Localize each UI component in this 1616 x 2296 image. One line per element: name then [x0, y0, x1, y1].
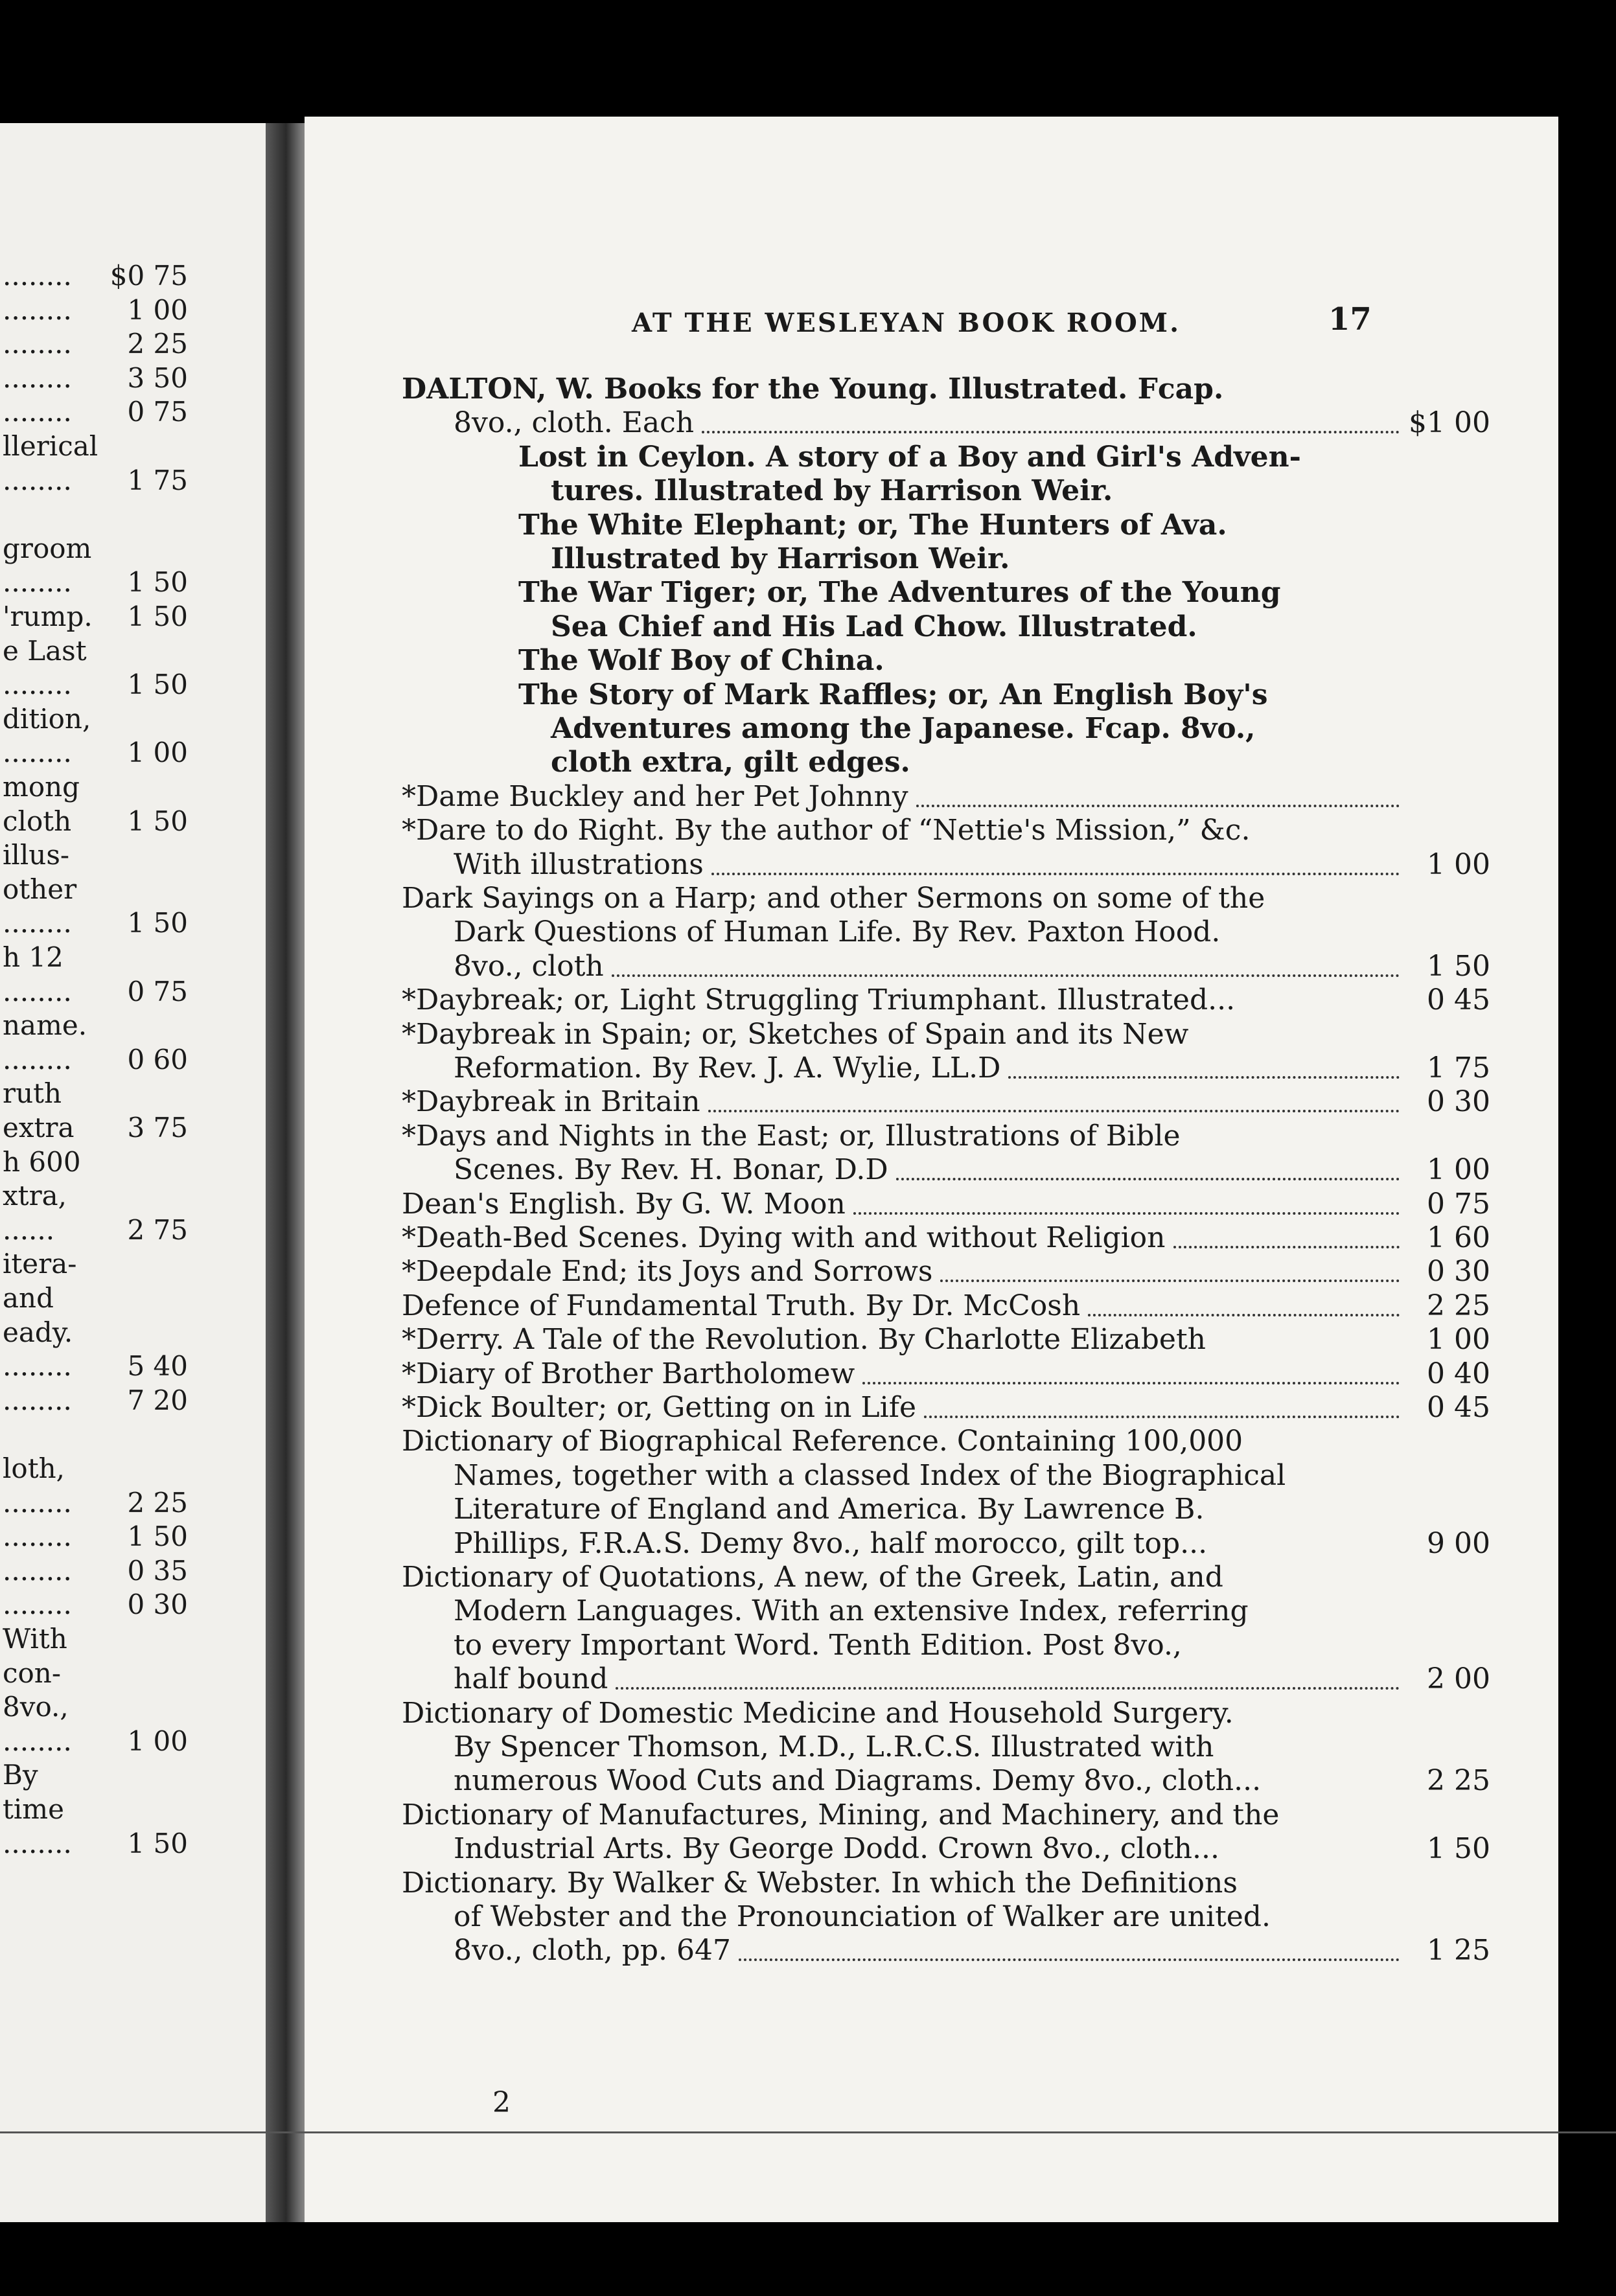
left-page-row [0, 532, 279, 566]
left-row-text: ........ [3, 669, 72, 701]
entry-text: *Days and Nights in the East; or, Illustrations of Bible [402, 1119, 1181, 1153]
left-row-price: $0 75 [110, 260, 188, 292]
left-page-row [0, 430, 279, 463]
left-page-row [0, 327, 279, 361]
left-row-text: name. [3, 1009, 87, 1042]
left-row-price: 1 50 [127, 601, 188, 632]
entry-text: Dictionary of Biographical Reference. Containing 100,000 [402, 1425, 1243, 1458]
left-row-price: 1 50 [127, 805, 188, 837]
previous-page-fragment [0, 123, 279, 2222]
left-row-text: h 12 [3, 941, 63, 973]
entry-text: 8vo., cloth [454, 949, 604, 983]
entry-price: 0 30 [1427, 1085, 1490, 1119]
left-row-text: itera- [3, 1248, 77, 1280]
left-page-row [0, 1043, 279, 1077]
entry-text: With illustrations [454, 847, 704, 881]
entry-text: Dictionary. By Walker & Webster. In which the Definitions [402, 1866, 1238, 1900]
left-row-price: 1 50 [127, 1521, 188, 1553]
catalogue-entry-line [402, 780, 1558, 814]
left-row-price: 0 35 [127, 1554, 188, 1587]
entry-text: cloth extra, gilt edges. [551, 746, 910, 779]
entry-text: *Daybreak in Britain [402, 1085, 700, 1119]
catalogue-entry-line [402, 1561, 1558, 1594]
dot-leader [612, 941, 1400, 977]
catalogue-entry-line [402, 848, 1558, 882]
entry-text: Adventures among the Japanese. Fcap. 8vo., [551, 712, 1256, 745]
catalogue-entry-line [402, 882, 1558, 915]
entry-text: to every Important Word. Tenth Edition. Post 8vo., [454, 1628, 1182, 1662]
left-row-text: eady. [3, 1316, 73, 1348]
entry-text: Illustrated by Harrison Weir. [551, 542, 1010, 575]
entry-price: 0 30 [1427, 1255, 1490, 1289]
entry-text: *Dare to do Right. By the author of “Nettie's Mission,” &c. [402, 814, 1251, 847]
dot-leader [896, 1144, 1400, 1180]
entry-price: 2 25 [1427, 1289, 1490, 1322]
left-row-text: ruth [3, 1077, 62, 1110]
left-row-text: ........ [3, 975, 72, 1007]
entry-text: DALTON, W. Books for the Young. Illustrated. Fcap. [402, 373, 1224, 406]
catalogue-entry-line [402, 441, 1558, 474]
entry-text: *Dame Buckley and her Pet Johnny [402, 779, 908, 813]
left-row-text: 8vo., [3, 1691, 69, 1723]
entry-text: *Deepdale End; its Joys and Sorrows [402, 1255, 933, 1289]
left-row-price: 2 75 [127, 1213, 188, 1246]
left-row-text: loth, [3, 1452, 65, 1484]
left-row-text: llerical [3, 430, 98, 462]
catalogue-entry-line [402, 1866, 1558, 1900]
left-page-row [0, 1452, 279, 1486]
entry-price: 2 25 [1427, 1764, 1490, 1798]
left-row-price: 0 60 [127, 1043, 188, 1075]
entry-text: of Webster and the Pronounciation of Walker are united. [454, 1900, 1271, 1933]
left-page-row [0, 259, 279, 293]
left-page-row [0, 668, 279, 702]
left-row-price: 2 25 [127, 1486, 188, 1519]
catalogue-entry-line [402, 1832, 1558, 1866]
entry-text: Lost in Ceylon. A story of a Boy and Girl's Adven- [518, 440, 1301, 474]
catalogue-entry-line [402, 1493, 1558, 1526]
left-row-text: ........ [3, 1589, 72, 1621]
entry-text: Dark Sayings on a Harp; and other Sermons on some of the [402, 882, 1265, 915]
left-row-price: 7 20 [127, 1384, 188, 1416]
left-page-row [0, 941, 279, 974]
left-page-row [0, 1588, 279, 1622]
left-row-text: illus- [3, 839, 70, 871]
entry-price: 0 45 [1427, 1391, 1490, 1424]
left-page-row [0, 1657, 279, 1690]
left-page-row [0, 600, 279, 634]
left-page-row [0, 1213, 279, 1247]
left-page-row [0, 1316, 279, 1349]
entry-text: numerous Wood Cuts and Diagrams. Demy 8vo., cloth... [454, 1764, 1262, 1798]
left-row-price: 1 00 [127, 293, 188, 326]
left-page-row [0, 1145, 279, 1179]
left-row-price: 2 25 [127, 328, 188, 360]
left-page-row [0, 362, 279, 395]
catalogue-entry-line [402, 1459, 1558, 1493]
left-row-text: ........ [3, 1827, 72, 1859]
left-row-text: ........ [3, 464, 72, 496]
entry-price: 9 00 [1427, 1526, 1490, 1560]
left-row-price: 0 30 [127, 1589, 188, 1621]
catalogue-entry-line [402, 1697, 1558, 1730]
left-page-row [0, 1758, 279, 1792]
dot-leader [711, 839, 1400, 875]
dot-leader [1173, 1212, 1400, 1248]
catalogue-entry-line [402, 712, 1558, 746]
left-page-row [0, 702, 279, 736]
dot-leader [616, 1653, 1400, 1690]
left-page-row [0, 805, 279, 838]
entry-text: Dictionary of Manufactures, Mining, and Machinery, and the [402, 1798, 1280, 1831]
left-row-price: 0 75 [127, 975, 188, 1007]
catalogue-entry-line [402, 509, 1558, 542]
left-row-text: mong [3, 771, 80, 803]
left-row-text: ........ [3, 1521, 72, 1553]
entry-text: Dictionary of Domestic Medicine and Household Surgery. [402, 1696, 1234, 1730]
left-row-text: ........ [3, 737, 72, 769]
entry-text: Literature of England and America. By Lawrence B. [454, 1493, 1205, 1526]
left-page-row [0, 1793, 279, 1826]
entry-price: 1 25 [1427, 1934, 1490, 1968]
entry-price: 1 00 [1427, 1153, 1490, 1187]
left-page-row [0, 498, 279, 531]
catalogue-entry-line [402, 1798, 1558, 1832]
left-row-price: 3 50 [127, 362, 188, 394]
left-row-price: 5 40 [127, 1350, 188, 1383]
left-row-text: ........ [3, 1554, 72, 1587]
left-row-text: ........ [3, 1350, 72, 1383]
signature-mark: 2 [492, 2086, 511, 2119]
left-row-text: ........ [3, 1725, 72, 1757]
entry-text: Defence of Fundamental Truth. By Dr. McCosh [402, 1289, 1081, 1322]
left-page-row [0, 1247, 279, 1281]
entry-text: Phillips, F.R.A.S. Demy 8vo., half morocco, gilt top... [454, 1526, 1208, 1560]
left-page-row [0, 1349, 279, 1383]
catalogue-page [305, 117, 1558, 2222]
left-page-row [0, 1725, 279, 1758]
dot-leader [708, 1076, 1400, 1112]
entry-price: 1 00 [1427, 1323, 1490, 1357]
left-row-price: 1 50 [127, 566, 188, 599]
left-row-text: 'rump. [3, 601, 93, 632]
entry-text: *Daybreak; or, Light Struggling Triumphant. Illustrated... [402, 983, 1236, 1017]
left-page-row [0, 634, 279, 668]
entry-text: Reformation. By Rev. J. A. Wylie, LL.D [454, 1051, 1001, 1085]
entry-text: tures. Illustrated by Harrison Weir. [551, 474, 1113, 508]
left-page-row [0, 1520, 279, 1554]
entry-text: The War Tiger; or, The Adventures of the Young [518, 576, 1281, 610]
left-page-row [0, 1281, 279, 1315]
catalogue-entry-line [402, 406, 1558, 440]
left-row-price: 1 50 [127, 669, 188, 701]
dot-leader [702, 397, 1400, 433]
entry-text: Industrial Arts. By George Dodd. Crown 8vo., cloth... [454, 1832, 1219, 1866]
left-row-price: 1 75 [127, 464, 188, 496]
entry-price: $1 00 [1409, 406, 1490, 440]
catalogue-entry-line [402, 1289, 1558, 1323]
left-row-text: ........ [3, 1486, 72, 1519]
dot-leader [1088, 1280, 1400, 1316]
dot-leader [862, 1348, 1400, 1384]
entry-text: 8vo., cloth, pp. 647 [454, 1934, 732, 1968]
left-row-text: other [3, 873, 77, 905]
left-row-price: 1 00 [127, 1725, 188, 1757]
running-head: AT THE WESLEYAN BOOK ROOM. [632, 308, 1181, 338]
left-row-text: ........ [3, 1384, 72, 1416]
left-page-row [0, 736, 279, 770]
entry-price: 1 50 [1427, 949, 1490, 983]
catalogue-entry-line [402, 1527, 1558, 1561]
left-page-row [0, 395, 279, 429]
left-row-text: ........ [3, 396, 72, 428]
dot-leader [739, 1925, 1400, 1961]
left-page-row [0, 1622, 279, 1656]
left-page-row [0, 770, 279, 804]
left-row-text: time [3, 1793, 64, 1825]
left-row-text: ........ [3, 907, 72, 939]
left-row-text: With [3, 1623, 67, 1655]
entry-price: 1 75 [1427, 1051, 1490, 1085]
left-row-price: 0 75 [127, 396, 188, 428]
left-page-row [0, 873, 279, 906]
left-page-row [0, 906, 279, 940]
dot-leader [916, 771, 1400, 807]
dot-leader [1008, 1042, 1400, 1079]
left-page-row [0, 1418, 279, 1451]
entry-price: 0 40 [1427, 1357, 1490, 1390]
left-row-text: ........ [3, 260, 72, 292]
entry-price: 1 60 [1427, 1221, 1490, 1254]
catalogue-entry-line [402, 1934, 1558, 1968]
left-row-price: 3 75 [127, 1112, 188, 1143]
left-page-row [0, 1690, 279, 1724]
catalogue-entry-line [402, 1764, 1558, 1798]
entry-price: 2 00 [1427, 1662, 1490, 1696]
left-row-text: groom [3, 532, 92, 564]
catalogue-entry-line [402, 1085, 1558, 1119]
catalogue-entry-line [402, 576, 1558, 610]
left-row-price: 1 50 [127, 907, 188, 939]
left-page-row [0, 1179, 279, 1213]
left-row-text: cloth [3, 805, 72, 837]
entry-text: By Spencer Thomson, M.D., L.R.C.S. Illustrated with [454, 1730, 1214, 1763]
entry-text: The Story of Mark Raffles; or, An English Boy's [518, 678, 1268, 711]
left-page-row [0, 1486, 279, 1520]
left-row-text: By [3, 1759, 38, 1791]
left-row-text: e Last [3, 634, 87, 667]
left-page-row [0, 1384, 279, 1418]
catalogue-entry-line [402, 983, 1558, 1017]
entry-text: Sea Chief and His Lad Chow. Illustrated. [551, 610, 1197, 643]
left-row-text: ........ [3, 293, 72, 326]
left-page-row [0, 464, 279, 498]
entry-price: 1 50 [1427, 1832, 1490, 1866]
left-row-price: 1 00 [127, 737, 188, 769]
catalogue-entry-line [402, 950, 1558, 983]
catalogue-entry-line [402, 1730, 1558, 1764]
left-page-row [0, 1554, 279, 1588]
dot-leader [853, 1178, 1400, 1215]
left-row-text: xtra, [3, 1180, 67, 1212]
left-row-text: ...... [3, 1213, 55, 1246]
left-row-text: dition, [3, 702, 91, 735]
catalogue-entry-line [402, 1391, 1558, 1425]
entry-text: Modern Languages. With an extensive Index, referring [454, 1594, 1249, 1628]
page-number: 17 [1328, 301, 1372, 338]
catalogue-entry-line [402, 474, 1558, 508]
catalogue-entry-line [402, 1662, 1558, 1696]
left-row-text: ........ [3, 362, 72, 394]
entry-text: Scenes. By Rev. H. Bonar, D.D [454, 1153, 888, 1187]
entry-text: Dictionary of Quotations, A new, of the Greek, Latin, and [402, 1561, 1223, 1594]
entry-text: The White Elephant; or, The Hunters of Ava. [518, 508, 1227, 542]
scanner-edge-line [0, 2131, 1616, 2133]
left-row-text: h 600 [3, 1145, 81, 1178]
entry-text: half bound [454, 1662, 608, 1696]
left-page-row [0, 975, 279, 1009]
left-page-row [0, 293, 279, 327]
left-row-price: 1 50 [127, 1827, 188, 1859]
left-row-text: ........ [3, 328, 72, 360]
left-row-text: ........ [3, 566, 72, 599]
entry-text: 8vo., cloth. Each [454, 406, 695, 440]
entry-price: 1 00 [1427, 847, 1490, 881]
entry-price: 0 75 [1427, 1187, 1490, 1221]
dot-leader [940, 1246, 1400, 1282]
left-row-text: ........ [3, 1043, 72, 1075]
left-page-row [0, 566, 279, 599]
left-page-row [0, 1009, 279, 1042]
left-row-text: and [3, 1282, 54, 1314]
left-row-text: con- [3, 1657, 62, 1689]
dot-leader [924, 1382, 1400, 1418]
left-page-row [0, 1077, 279, 1110]
entry-text: Dark Questions of Human Life. By Rev. Paxton Hood. [454, 915, 1221, 949]
left-page-row [0, 1827, 279, 1861]
entry-text: The Wolf Boy of China. [518, 644, 884, 678]
entry-text: *Daybreak in Spain; or, Sketches of Spain and its New [402, 1017, 1189, 1051]
entry-price: 0 45 [1427, 983, 1490, 1017]
catalogue-entry-line [402, 1425, 1558, 1458]
left-page-row [0, 838, 279, 872]
entry-text: Names, together with a classed Index of the Biographical [454, 1458, 1286, 1492]
left-page-row [0, 1111, 279, 1145]
catalogue-entry-line [402, 644, 1558, 678]
left-row-text: extra [3, 1112, 75, 1143]
catalogue-entry-line [402, 678, 1558, 712]
catalogue-entry-line [402, 610, 1558, 644]
catalogue-entry-line [402, 1594, 1558, 1628]
entry-text: *Death-Bed Scenes. Dying with and without Religion [402, 1221, 1166, 1254]
entry-text: *Diary of Brother Bartholomew [402, 1357, 855, 1390]
entry-text: Dean's English. By G. W. Moon [402, 1187, 846, 1221]
entry-text: *Derry. A Tale of the Revolution. By Charlotte Elizabeth [402, 1323, 1206, 1357]
entry-text: *Dick Boulter; or, Getting on in Life [402, 1391, 917, 1424]
catalogue-entry-line [402, 542, 1558, 576]
